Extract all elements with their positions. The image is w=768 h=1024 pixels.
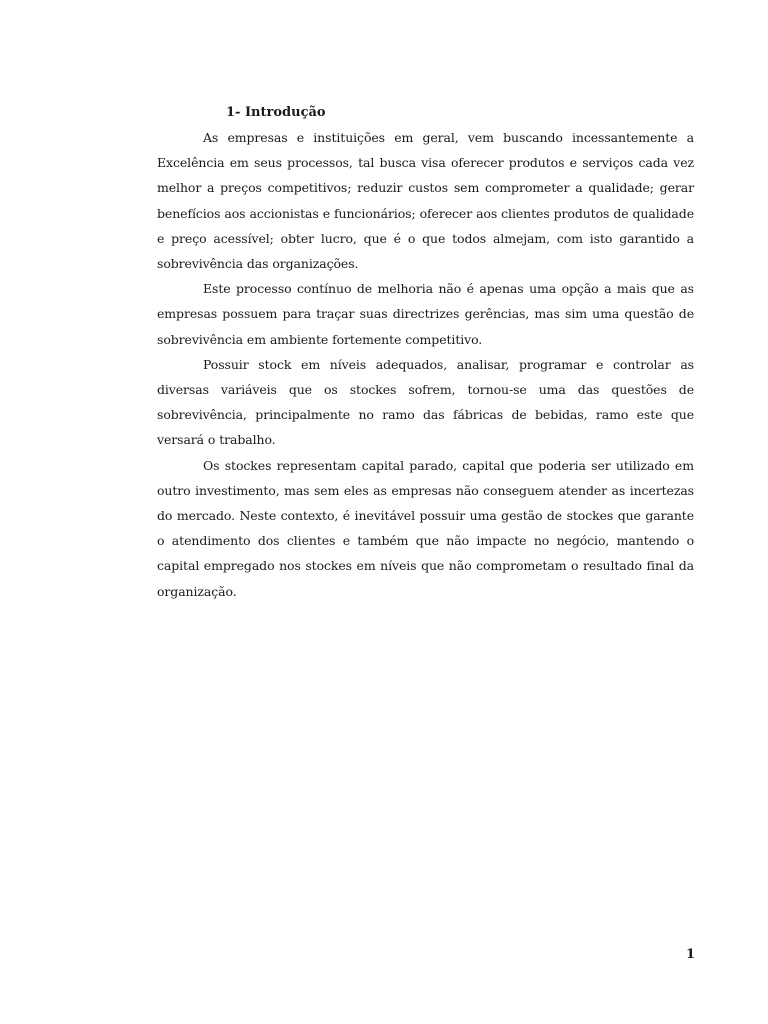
page-content (157, 100, 694, 604)
paragraph-1: As empresas e instituições em geral, vem buscando incessantemente a Excelência em seus processos, tal busca visa oferecer produtos e serviços cada vez melhor a preços competitivos; reduzir custos sem comprometer a qualidade; gerar benefícios aos accionistas e funcionários; oferecer aos clientes produtos de qualidade e preço acessível; obter lucro, que é o que todos almejam, com isto garantido a sobrevivência das organizações. (157, 130, 694, 272)
paragraph-3: Possuir stock em níveis adequados, analisar, programar e controlar as diversas variáveis que os stockes sofrem, tornou-se uma das questões de sobrevivência, principalmente no ramo das fábricas de bebidas, ramo este que versará o trabalho. (157, 356, 694, 448)
section-heading: 1- Introdução (226, 105, 326, 120)
paragraph-2: Este processo contínuo de melhoria não é apenas uma opção a mais que as empresas possuem para traçar suas directrizes gerências, mas sim uma questão de sobrevivência em ambiente fortemente competitivo. (157, 281, 694, 347)
page-number: 1 (686, 947, 696, 962)
paragraph-4: Os stockes representam capital parado, capital que poderia ser utilizado em outro investimento, mas sem eles as empresas não conseguem atender as incertezas do mercado. Neste contexto, é inevitável possuir uma gestão de stockes que garante o atendimento dos clientes e também que não impacte no negócio, mantendo o capital empregado nos stockes em níveis que não comprometam o resultado final da organização. (157, 457, 694, 599)
